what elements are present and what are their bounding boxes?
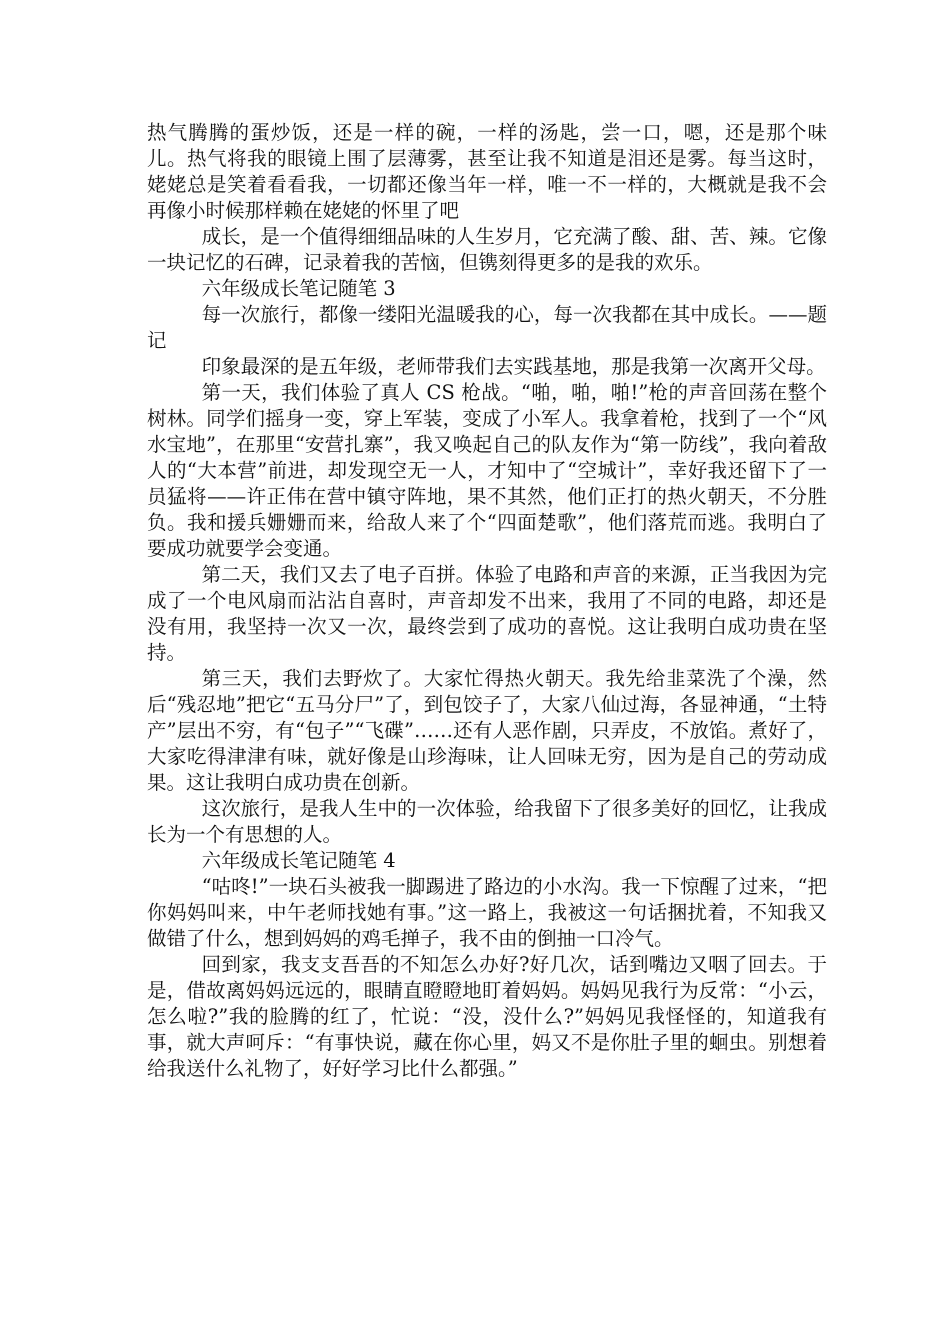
section-heading-essay-3: 六年级成长笔记随笔 3 (201, 277, 396, 300)
paragraph-trip-conclusion: 这次旅行，是我人生中的一次体验，给我留下了很多美好的回忆，让我成长为一个有思想的人。 (147, 797, 827, 846)
document-body (147, 120, 827, 1082)
paragraph-day-one: 第一天，我们体验了真人 CS 枪战。“啪，啪，啪!”枪的声音回荡在整个树林。同学们摇身一变，穿上军装，变成了小军人。我拿着枪，找到了一个“风水宝地”，在那里“安营扎寨”，我又唤起自己的队友作为“第一防线”，我向着敌人的“大本营”前进，却发现空无一人，才知中了“空城计”，幸好我还留下了一员猛将——许正伟在营中镇守阵地，果不其然，他们正打的热火朝天，不分胜负。我和援兵姗姗而来，给敌人来了个“四面楚歌”，他们落荒而逃。我明白了要成功就要学会变通。 (147, 381, 827, 560)
paragraph-coming-home: 回到家，我支支吾吾的不知怎么办好?好几次，话到嘴边又咽了回去。于是，借故离妈妈远远的，眼睛直瞪瞪地盯着妈妈。妈妈见我行为反常：“小云，怎么啦?”我的脸腾的红了，忙说：“没，没什么?”妈妈见我怪怪的，知道我有事，就大声呵斥：“有事快说，藏在你心里，妈又不是你肚子里的蛔虫。别想着给我送什么礼物了，好好学习比什么都强。” (147, 953, 827, 1080)
paragraph-breakfast-memory: 热气腾腾的蛋炒饭，还是一样的碗，一样的汤匙，尝一口，嗯，还是那个味儿。热气将我的眼镜上围了层薄雾，甚至让我不知道是泪还是雾。每当这时，姥姥总是笑着看看我，一切都还像当年一样，唯一不一样的，大概就是我不会再像小时候那样赖在姥姥的怀里了吧 (147, 121, 827, 222)
paragraph-epigraph: 每一次旅行，都像一缕阳光温暖我的心，每一次我都在其中成长。——题记 (147, 303, 827, 352)
paragraph-stone-kick: “咕咚!”一块石头被我一脚踢进了路边的小水沟。我一下惊醒了过来，“把你妈妈叫来，中午老师找她有事。”这一路上，我被这一句话捆扰着，不知我又做错了什么，想到妈妈的鸡毛掸子，我不由的倒抽一口冷气。 (147, 875, 827, 950)
paragraph-fifth-grade-trip: 印象最深的是五年级，老师带我们去实践基地，那是我第一次离开父母。 (201, 355, 826, 378)
paragraph-growth-reflection: 成长，是一个值得细细品味的人生岁月，它充满了酸、甜、苦、辣。它像一块记忆的石碑，记录着我的苦恼，但镌刻得更多的是我的欢乐。 (147, 225, 827, 274)
paragraph-day-two: 第二天，我们又去了电子百拼。体验了电路和声音的来源，正当我因为完成了一个电风扇而沾沾自喜时，声音却发不出来，我用了不同的电路，却还是没有用，我坚持一次又一次，最终尝到了成功的喜悦。这让我明白成功贵在坚持。 (147, 563, 827, 664)
paragraph-day-three: 第三天，我们去野炊了。大家忙得热火朝天。我先给韭菜洗了个澡，然后“残忍地”把它“五马分尸”了，到包饺子了，大家八仙过海，各显神通，“土特产”层出不穷，有“包子”“飞碟”……还有人恶作剧，只弄皮，不放馅。煮好了，大家吃得津津有味，就好像是山珍海味，让人回味无穷，因为是自己的劳动成果。这让我明白成功贵在创新。 (147, 667, 827, 794)
section-heading-essay-4: 六年级成长笔记随笔 4 (201, 849, 396, 872)
